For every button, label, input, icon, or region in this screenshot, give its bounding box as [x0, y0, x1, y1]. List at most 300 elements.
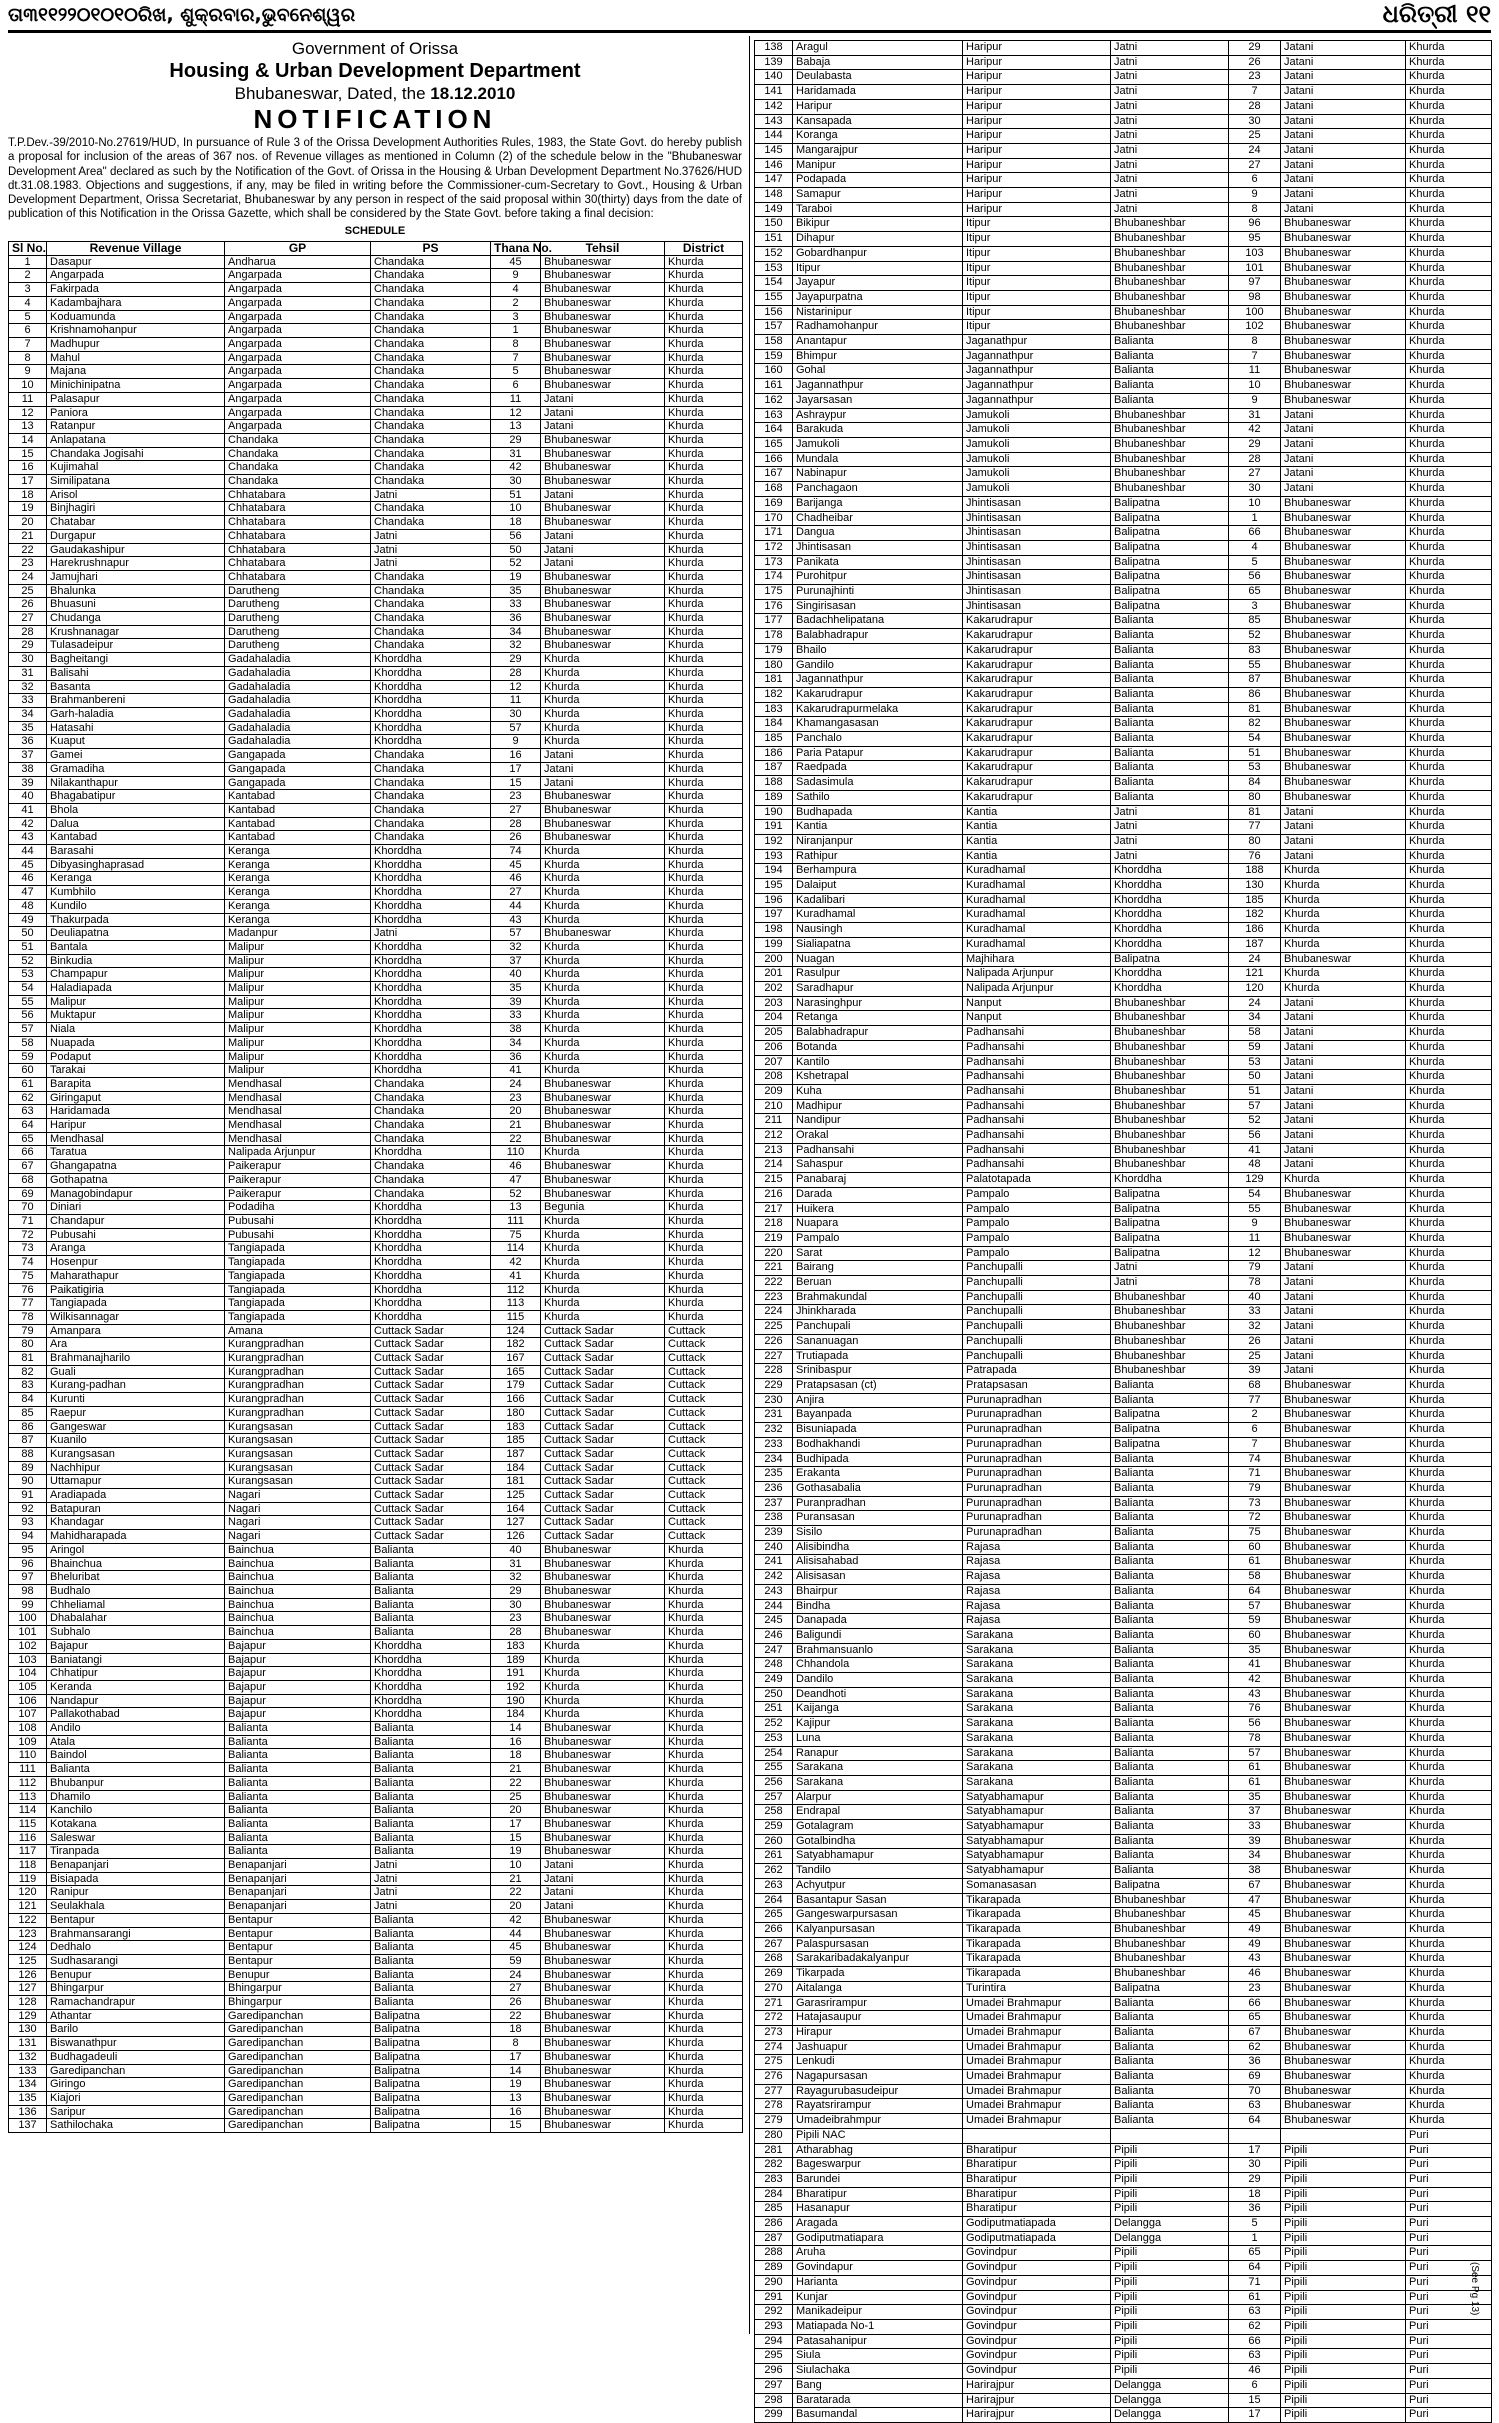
cell-sl-no: 194 [755, 864, 793, 879]
cell-tehsil: Bhubaneswar [1281, 2025, 1406, 2040]
table-row [755, 232, 1492, 247]
cell-tehsil: Pipili [1281, 2172, 1406, 2187]
cell-revenue-village: Pratapsasan (ct) [793, 1378, 963, 1393]
table-row [755, 570, 1492, 585]
cell-gp: Keranga [225, 899, 371, 913]
cell-ps: Balipatna [371, 2050, 491, 2064]
cell-revenue-village: Krushnanagar [47, 625, 225, 639]
cell-sl-no: 51 [9, 940, 47, 954]
notification-date: 18.12.2010 [430, 84, 516, 103]
cell-district: Khurda [665, 283, 743, 297]
cell-district: Khurda [1406, 2040, 1492, 2055]
cell-district: Khurda [665, 954, 743, 968]
cell-tehsil: Bhubaneswar [1281, 2070, 1406, 2085]
cell-district: Khurda [665, 1776, 743, 1790]
cell-tehsil: Bhubaneswar [541, 1831, 665, 1845]
cell-sl-no: 122 [9, 1913, 47, 1927]
cell-ps: Bhubaneshbar [1111, 1070, 1229, 1085]
cell-thana-no: 34 [1229, 1011, 1281, 1026]
cell-gp: Satyabhamapur [963, 1820, 1111, 1835]
cell-sl-no: 265 [755, 1908, 793, 1923]
cell-sl-no: 127 [9, 1982, 47, 1996]
cell-district: Khurda [665, 1653, 743, 1667]
cell-tehsil: Pipili [1281, 2231, 1406, 2246]
cell-gp: Gadahaladia [225, 666, 371, 680]
cell-ps: Balianta [1111, 1658, 1229, 1673]
cell-thana-no: 12 [491, 406, 541, 420]
cell-thana-no: 11 [1229, 364, 1281, 379]
cell-tehsil: Pipili [1281, 2334, 1406, 2349]
cell-revenue-village: Erakanta [793, 1467, 963, 1482]
cell-tehsil: Cuttack Sadar [541, 1502, 665, 1516]
cell-ps: Pipili [1111, 2143, 1229, 2158]
cell-ps: Balipatna [1111, 570, 1229, 585]
table-row [9, 1406, 743, 1420]
cell-revenue-village: Gandilo [793, 658, 963, 673]
table-row [755, 511, 1492, 526]
cell-ps: Balianta [371, 1735, 491, 1749]
cell-ps: Chandaka [371, 1105, 491, 1119]
cell-ps: Balipatna [1111, 1231, 1229, 1246]
cell-district: Khurda [665, 1256, 743, 1270]
table-row [9, 1968, 743, 1982]
table-row [9, 913, 743, 927]
cell-gp: Nagari [225, 1516, 371, 1530]
cell-gp: Kurangpradhan [225, 1338, 371, 1352]
cell-tehsil: Khurda [541, 1680, 665, 1694]
cell-revenue-village: Itipur [793, 261, 963, 276]
table-row [9, 557, 743, 571]
table-row [9, 365, 743, 379]
cell-tehsil: Khurda [541, 1009, 665, 1023]
table-row [755, 879, 1492, 894]
cell-thana-no: 23 [491, 1091, 541, 1105]
cell-revenue-village: Haridamada [793, 85, 963, 100]
cell-thana-no: 17 [1229, 2408, 1281, 2423]
cell-revenue-village: Satyabhamapur [793, 1849, 963, 1864]
cell-revenue-village: Barapita [47, 1077, 225, 1091]
cell-thana-no: 192 [491, 1680, 541, 1694]
cell-district: Khurda [1406, 1790, 1492, 1805]
table-row [9, 653, 743, 667]
table-row [755, 290, 1492, 305]
table-row [9, 1530, 743, 1544]
table-row [9, 899, 743, 913]
cell-tehsil: Jatani [541, 406, 665, 420]
cell-tehsil: Khurda [541, 694, 665, 708]
cell-ps: Pipili [1111, 2172, 1229, 2187]
cell-gp: Jhintisasan [963, 570, 1111, 585]
cell-district: Khurda [665, 1927, 743, 1941]
table-row [755, 1084, 1492, 1099]
cell-ps: Balianta [1111, 1628, 1229, 1643]
cell-district: Khurda [1406, 1143, 1492, 1158]
cell-revenue-village: Srinibaspur [793, 1364, 963, 1379]
cell-sl-no: 181 [755, 673, 793, 688]
cell-sl-no: 157 [755, 320, 793, 335]
cell-ps: Khorddha [371, 666, 491, 680]
cell-ps: Bhubaneshbar [1111, 452, 1229, 467]
cell-district: Cuttack [665, 1516, 743, 1530]
cell-district: Khurda [665, 1680, 743, 1694]
cell-tehsil: Bhubaneswar [541, 365, 665, 379]
cell-gp: Kakarudrapur [963, 643, 1111, 658]
left-column [8, 38, 742, 2133]
cell-gp: Bharatipur [963, 2172, 1111, 2187]
cell-thana-no: 61 [1229, 1555, 1281, 1570]
cell-ps: Khorddha [371, 940, 491, 954]
cell-revenue-village: Harekrushnapur [47, 557, 225, 571]
cell-sl-no: 211 [755, 1114, 793, 1129]
cell-ps: Bhubaneshbar [1111, 1923, 1229, 1938]
cell-ps: Delangga [1111, 2408, 1229, 2423]
cell-revenue-village: Giringo [47, 2078, 225, 2092]
cell-revenue-village: Sialiapatna [793, 937, 963, 952]
cell-thana-no: 24 [491, 1968, 541, 1982]
cell-gp: Jamukoli [963, 467, 1111, 482]
cell-thana-no: 30 [1229, 114, 1281, 129]
cell-district: Khurda [1406, 1761, 1492, 1776]
cell-tehsil: Bhubaneswar [1281, 629, 1406, 644]
cell-revenue-village: Keranda [47, 1680, 225, 1694]
cell-ps: Balianta [1111, 1496, 1229, 1511]
cell-revenue-village: Luna [793, 1731, 963, 1746]
cell-sl-no: 99 [9, 1598, 47, 1612]
cell-gp: Bajapur [225, 1653, 371, 1667]
cell-thana-no: 30 [1229, 2158, 1281, 2173]
cell-tehsil: Bhubaneswar [1281, 658, 1406, 673]
cell-revenue-village: Jamukoli [793, 437, 963, 452]
cell-tehsil: Cuttack Sadar [541, 1434, 665, 1448]
cell-sl-no: 83 [9, 1379, 47, 1393]
cell-ps: Chandaka [371, 803, 491, 817]
cell-sl-no: 224 [755, 1305, 793, 1320]
column-header-revenue-village: Revenue Village [47, 241, 225, 255]
cell-gp: Haripur [963, 55, 1111, 70]
cell-thana-no: 41 [1229, 1658, 1281, 1673]
cell-thana-no: 80 [1229, 834, 1281, 849]
cell-sl-no: 250 [755, 1687, 793, 1702]
cell-thana-no: 5 [1229, 555, 1281, 570]
cell-revenue-village: Gaudakashipur [47, 543, 225, 557]
cell-sl-no: 238 [755, 1511, 793, 1526]
cell-gp: Podadiha [225, 1201, 371, 1215]
cell-revenue-village: Maharathapur [47, 1269, 225, 1283]
cell-gp: Malipur [225, 1064, 371, 1078]
table-row [755, 1261, 1492, 1276]
table-row [9, 529, 743, 543]
cell-revenue-village: Baindol [47, 1749, 225, 1763]
cell-thana-no: 84 [1229, 776, 1281, 791]
cell-revenue-village: Chheliamal [47, 1598, 225, 1612]
cell-ps: Balianta [1111, 2070, 1229, 2085]
cell-sl-no: 29 [9, 639, 47, 653]
cell-thana-no: 28 [491, 1626, 541, 1640]
cell-sl-no: 230 [755, 1393, 793, 1408]
cell-tehsil: Cuttack Sadar [541, 1338, 665, 1352]
table-row [9, 461, 743, 475]
table-row [755, 967, 1492, 982]
cell-ps: Balipatna [1111, 1423, 1229, 1438]
table-row [9, 680, 743, 694]
cell-revenue-village: Pallakothabad [47, 1708, 225, 1722]
cell-thana-no: 70 [1229, 2084, 1281, 2099]
cell-tehsil: Bhubaneswar [1281, 952, 1406, 967]
cell-revenue-village: Kurang-padhan [47, 1379, 225, 1393]
cell-revenue-village: Brahmakundal [793, 1290, 963, 1305]
cell-sl-no: 116 [9, 1831, 47, 1845]
cell-tehsil: Pipili [1281, 2408, 1406, 2423]
cell-revenue-village: Tikarpada [793, 1967, 963, 1982]
cell-ps: Khorddha [371, 1680, 491, 1694]
cell-tehsil: Bhubaneswar [1281, 1570, 1406, 1585]
cell-tehsil: Bhubaneswar [1281, 1864, 1406, 1879]
cell-district: Khurda [1406, 1496, 1492, 1511]
cell-gp: Itipur [963, 290, 1111, 305]
cell-district: Khurda [665, 1941, 743, 1955]
table-row [9, 1269, 743, 1283]
cell-revenue-village: Palaspursasan [793, 1937, 963, 1952]
cell-district: Khurda [1406, 452, 1492, 467]
cell-sl-no: 239 [755, 1526, 793, 1541]
cell-tehsil: Bhubaneswar [541, 1763, 665, 1777]
table-row [9, 872, 743, 886]
cell-thana-no: 97 [1229, 276, 1281, 291]
continued-note: (See Pg 13) [1469, 2262, 1480, 2316]
cell-sl-no: 47 [9, 886, 47, 900]
cell-district: Khurda [665, 1598, 743, 1612]
table-row [9, 2105, 743, 2119]
cell-revenue-village: Mahidharapada [47, 1530, 225, 1544]
cell-tehsil: Khurda [541, 913, 665, 927]
cell-district: Khurda [1406, 1481, 1492, 1496]
cell-sl-no: 120 [9, 1886, 47, 1900]
cell-thana-no: 184 [491, 1708, 541, 1722]
cell-gp: Tikarapada [963, 1893, 1111, 1908]
cell-gp: Bainchua [225, 1571, 371, 1585]
cell-sl-no: 275 [755, 2055, 793, 2070]
cell-ps: Balianta [371, 1763, 491, 1777]
cell-thana-no: 24 [1229, 143, 1281, 158]
cell-district: Khurda [665, 1009, 743, 1023]
header-date-line: ତା୩୧୧୨୨୦୧୦୧୦ରିଖ, ଶୁକ୍ରବାର,ଭୁବନେଶ୍ୱର [8, 4, 356, 26]
cell-tehsil: Khurda [541, 1708, 665, 1722]
table-row [755, 41, 1492, 56]
cell-gp: Chhatabara [225, 502, 371, 516]
cell-district: Puri [1406, 2275, 1492, 2290]
cell-tehsil: Cuttack Sadar [541, 1489, 665, 1503]
table-row [755, 217, 1492, 232]
cell-tehsil: Jatani [1281, 1334, 1406, 1349]
cell-tehsil: Khurda [541, 666, 665, 680]
cell-tehsil: Bhubaneswar [541, 1735, 665, 1749]
cell-district: Khurda [1406, 1055, 1492, 1070]
table-row [9, 1996, 743, 2010]
cell-tehsil: Khurda [541, 1310, 665, 1324]
cell-ps: Jatni [1111, 188, 1229, 203]
column-header-thana-no: Thana No. [491, 241, 541, 255]
cell-sl-no: 24 [9, 570, 47, 584]
table-row [755, 55, 1492, 70]
cell-tehsil: Bhubaneswar [541, 338, 665, 352]
cell-tehsil: Bhubaneswar [1281, 232, 1406, 247]
cell-district: Khurda [1406, 70, 1492, 85]
cell-tehsil: Bhubaneswar [1281, 1923, 1406, 1938]
cell-tehsil: Jatani [1281, 114, 1406, 129]
cell-thana-no: 57 [1229, 1599, 1281, 1614]
cell-revenue-village: Anantapur [793, 335, 963, 350]
cell-tehsil: Bhubaneswar [541, 379, 665, 393]
cell-gp: Jagannathpur [963, 349, 1111, 364]
cell-tehsil: Bhubaneswar [541, 1091, 665, 1105]
cell-district: Khurda [665, 1913, 743, 1927]
cell-district: Khurda [1406, 408, 1492, 423]
cell-gp: Keranga [225, 886, 371, 900]
cell-tehsil: Bhubaneswar [1281, 1937, 1406, 1952]
cell-tehsil: Bhubaneswar [541, 1105, 665, 1119]
cell-sl-no: 41 [9, 803, 47, 817]
cell-sl-no: 123 [9, 1927, 47, 1941]
cell-district: Khurda [1406, 379, 1492, 394]
cell-ps: Bhubaneshbar [1111, 408, 1229, 423]
cell-gp: Kurangpradhan [225, 1352, 371, 1366]
cell-sl-no: 241 [755, 1555, 793, 1570]
cell-sl-no: 8 [9, 351, 47, 365]
cell-thana-no: 190 [491, 1694, 541, 1708]
cell-gp: Jamukoli [963, 482, 1111, 497]
cell-ps: Cuttack Sadar [371, 1338, 491, 1352]
cell-revenue-village: Hatasahi [47, 721, 225, 735]
cell-sl-no: 185 [755, 732, 793, 747]
table-row [9, 1708, 743, 1722]
table-row [755, 496, 1492, 511]
cell-revenue-village: Alisibindha [793, 1540, 963, 1555]
cell-sl-no: 203 [755, 996, 793, 1011]
cell-district: Khurda [665, 831, 743, 845]
cell-district: Puri [1406, 2393, 1492, 2408]
cell-sl-no: 212 [755, 1129, 793, 1144]
cell-tehsil: Bhubaneswar [1281, 2084, 1406, 2099]
cell-district: Khurda [1406, 1305, 1492, 1320]
table-row [755, 1452, 1492, 1467]
cell-thana-no: 165 [491, 1365, 541, 1379]
cell-gp: Satyabhamapur [963, 1849, 1111, 1864]
cell-district: Khurda [665, 365, 743, 379]
cell-gp: Keranga [225, 845, 371, 859]
cell-district: Khurda [665, 1872, 743, 1886]
cell-ps: Chandaka [371, 1091, 491, 1105]
cell-revenue-village: Kalyanpursasan [793, 1923, 963, 1938]
cell-district: Cuttack [665, 1393, 743, 1407]
table-row [9, 1516, 743, 1530]
cell-tehsil: Jatani [1281, 99, 1406, 114]
cell-tehsil: Khurda [541, 1256, 665, 1270]
cell-ps: Bhubaneshbar [1111, 1040, 1229, 1055]
cell-sl-no: 254 [755, 1746, 793, 1761]
cell-tehsil: Bhubaneswar [541, 2064, 665, 2078]
cell-sl-no: 5 [9, 310, 47, 324]
cell-district: Khurda [1406, 1334, 1492, 1349]
cell-revenue-village: Gothapatna [47, 1173, 225, 1187]
cell-revenue-village: Baligundi [793, 1628, 963, 1643]
cell-tehsil: Bhubaneswar [541, 2078, 665, 2092]
cell-gp: Angarpada [225, 310, 371, 324]
cell-sl-no: 112 [9, 1776, 47, 1790]
cell-ps: Balianta [1111, 732, 1229, 747]
cell-district: Puri [1406, 2202, 1492, 2217]
cell-sl-no: 18 [9, 488, 47, 502]
cell-thana-no: 16 [491, 749, 541, 763]
cell-tehsil: Bhubaneswar [541, 1132, 665, 1146]
cell-ps: Balipatna [1111, 1408, 1229, 1423]
cell-gp: Kakarudrapur [963, 614, 1111, 629]
cell-district: Khurda [1406, 658, 1492, 673]
cell-thana-no: 29 [1229, 2172, 1281, 2187]
cell-ps: Balianta [371, 1913, 491, 1927]
cell-gp: Itipur [963, 261, 1111, 276]
cell-gp: Benapanjari [225, 1900, 371, 1914]
cell-sl-no: 217 [755, 1202, 793, 1217]
cell-revenue-village: Ramachandrapur [47, 1996, 225, 2010]
cell-ps: Jatni [371, 529, 491, 543]
cell-ps: Pipili [1111, 2290, 1229, 2305]
cell-revenue-village: Hosenpur [47, 1256, 225, 1270]
cell-ps: Cuttack Sadar [371, 1502, 491, 1516]
cell-revenue-village: Matiapada No-1 [793, 2319, 963, 2334]
cell-revenue-village: Haripur [47, 1119, 225, 1133]
cell-thana-no: 55 [1229, 1202, 1281, 1217]
cell-district: Khurda [1406, 614, 1492, 629]
cell-sl-no: 271 [755, 1996, 793, 2011]
cell-revenue-village: Nistarinipur [793, 305, 963, 320]
cell-ps: Balipatna [1111, 540, 1229, 555]
cell-tehsil: Jatani [1281, 1114, 1406, 1129]
cell-ps: Chandaka [371, 296, 491, 310]
cell-gp: Haripur [963, 99, 1111, 114]
cell-revenue-village: Bang [793, 2378, 963, 2393]
cell-gp: Kakarudrapur [963, 687, 1111, 702]
cell-district: Khurda [1406, 261, 1492, 276]
cell-ps: Cuttack Sadar [371, 1352, 491, 1366]
cell-ps: Cuttack Sadar [371, 1447, 491, 1461]
cell-sl-no: 87 [9, 1434, 47, 1448]
cell-thana-no: 32 [491, 1571, 541, 1585]
cell-gp: Bajapur [225, 1667, 371, 1681]
cell-gp: Chandaka [225, 461, 371, 475]
cell-sl-no: 281 [755, 2143, 793, 2158]
cell-revenue-village: Gangeswarpursasan [793, 1908, 963, 1923]
cell-tehsil: Bhubaneswar [541, 296, 665, 310]
cell-thana-no: 57 [491, 927, 541, 941]
cell-district: Khurda [1406, 1452, 1492, 1467]
cell-thana-no: 124 [491, 1324, 541, 1338]
cell-district: Khurda [665, 1817, 743, 1831]
cell-district: Khurda [665, 529, 743, 543]
cell-tehsil: Jatani [1281, 1026, 1406, 1041]
cell-ps: Balianta [371, 1543, 491, 1557]
cell-gp: Bajapur [225, 1694, 371, 1708]
cell-thana-no: 71 [1229, 2275, 1281, 2290]
cell-tehsil: Jatani [1281, 158, 1406, 173]
cell-district: Khurda [665, 296, 743, 310]
cell-district: Cuttack [665, 1365, 743, 1379]
cell-ps: Balianta [371, 1941, 491, 1955]
cell-district: Khurda [1406, 643, 1492, 658]
cell-sl-no: 244 [755, 1599, 793, 1614]
cell-tehsil: Begunia [541, 1201, 665, 1215]
table-row [9, 612, 743, 626]
cell-thana-no: 45 [1229, 1908, 1281, 1923]
